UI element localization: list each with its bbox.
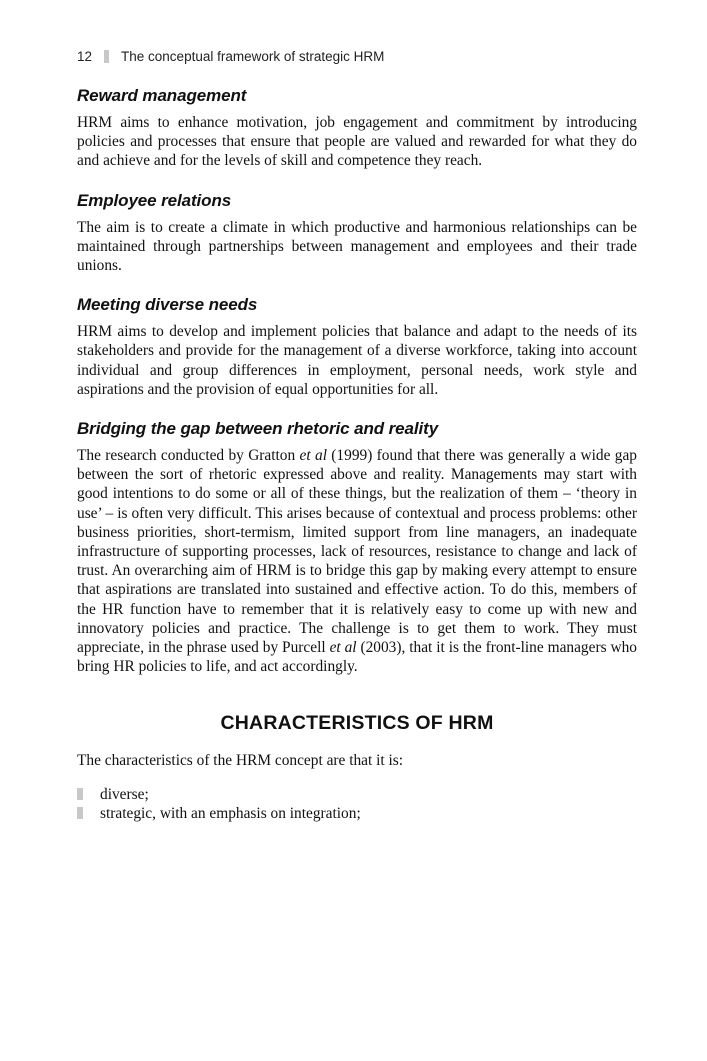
paragraph-employee-relations: The aim is to create a climate in which productive and harmonious relationships can be maintained through partnerships between management and employees and their trade unions. — [77, 218, 637, 275]
section-heading-characteristics: CHARACTERISTICS OF HRM — [220, 712, 494, 735]
page-content — [77, 86, 637, 823]
page-number: 12 — [77, 49, 93, 64]
citation-et-al: et al — [299, 447, 327, 465]
characteristics-list — [77, 785, 637, 823]
running-title: The conceptual framework of strategic HRM — [121, 49, 385, 64]
heading-reward-management: Reward management — [77, 86, 247, 105]
paragraph-meeting-diverse-needs: HRM aims to develop and implement policies that balance and adapt to the needs of its stakeholders and provide for the management of a diverse workforce, taking into account individual and group differences in employment, personal needs, work style and aspirations and the provision of equal opportunities for all. — [77, 323, 637, 398]
citation-et-al: et al — [329, 639, 357, 657]
separator-bar — [104, 50, 109, 63]
heading-employee-relations: Employee relations — [77, 190, 232, 210]
characteristics-intro: The characteristics of the HRM concept are that it is: — [77, 752, 404, 770]
running-head — [77, 49, 637, 64]
bullet-marker — [77, 807, 83, 819]
paragraph-reward-management: HRM aims to enhance motivation, job engagement and commitment by introducing policies and processes that ensure that people are valued and rewarded for what they do and achieve and for the levels of skill and competence they reach. — [77, 114, 637, 170]
list-item-text: strategic, with an emphasis on integration; — [100, 804, 361, 822]
heading-bridging-the-gap: Bridging the gap between rhetoric and reality — [77, 419, 439, 439]
paragraph-bridging-the-gap — [77, 446, 637, 676]
bullet-marker — [77, 788, 83, 800]
list-item — [77, 785, 637, 804]
text-segment: The research conducted by Gratton — [77, 447, 300, 465]
heading-meeting-diverse-needs: Meeting diverse needs — [77, 295, 258, 315]
list-item — [77, 804, 637, 823]
text-segment: (2003), that it is the front-line managers who bring HR policies to life, and act accordingly. — [77, 639, 637, 676]
list-item-text: diverse; — [100, 785, 149, 803]
text-segment: (1999) found that there was generally a wide gap between the sort of rhetoric expressed above and reality. Managements may start with good intentions to do some or all of these things, but the realization of them – ‘theory in use’ – is often very difficult. This arises because of contextual and process problems: other business priorities, short-termism, limited support from line managers, an inadequate infrastructure of supporting processes, lack of resources, resistance to change and lack of trust. An overarching aim of HRM is to bridge this gap by making every attempt to ensure that aspirations are translated into sustained and effective action. To do this, members of the HR function have to remember that it is relatively easy to come up with new and innovatory policies and practice. The challenge is to get them to work. They must appreciate, in the phrase used by Purcell — [77, 447, 637, 657]
